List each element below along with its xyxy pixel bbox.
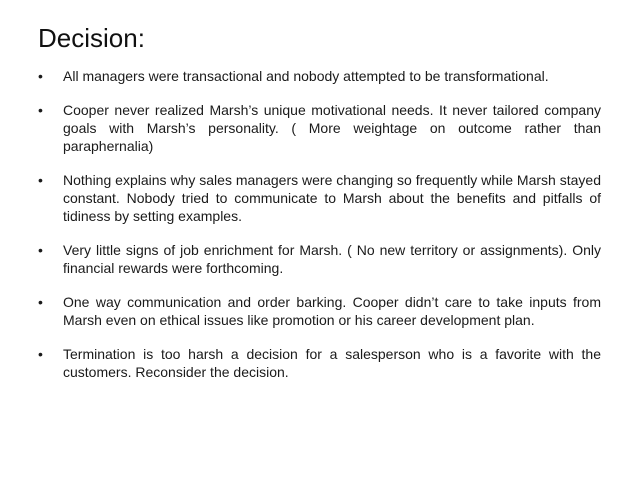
bullet-marker: • <box>38 242 43 258</box>
bullet-marker: • <box>38 68 43 84</box>
bullet-item <box>38 101 601 155</box>
bullet-text: Termination is too harsh a decision for a salesperson who is a favorite with the customers. Reconsider the decision. <box>63 346 601 380</box>
bullet-marker: • <box>38 346 43 362</box>
bullet-item <box>38 345 601 381</box>
bullet-item <box>38 171 601 225</box>
bullet-text: Very little signs of job enrichment for Marsh. ( No new territory or assignments). Only financial rewards were forthcoming. <box>63 242 601 276</box>
bullet-text: Cooper never realized Marsh’s unique motivational needs. It never tailored company goals with Marsh’s personality. ( More weightage on outcome rather than paraphernalia) <box>63 102 601 154</box>
slide-title: Decision: <box>38 23 145 53</box>
bullet-item <box>38 293 601 329</box>
bullet-text: All managers were transactional and nobody attempted to be transformational. <box>63 68 549 84</box>
bullet-item <box>38 241 601 277</box>
bullet-item <box>38 67 601 85</box>
bullet-marker: • <box>38 294 43 310</box>
bullet-marker: • <box>38 172 43 188</box>
bullet-marker: • <box>38 102 43 118</box>
bullet-text: Nothing explains why sales managers were changing so frequently while Marsh stayed constant. Nobody tried to communicate to Marsh about the benefits and pitfalls of tidiness by setting examples. <box>63 172 601 224</box>
bullet-text: One way communication and order barking. Cooper didn’t care to take inputs from Marsh even on ethical issues like promotion or his career development plan. <box>63 294 601 328</box>
bullet-list <box>38 67 601 397</box>
